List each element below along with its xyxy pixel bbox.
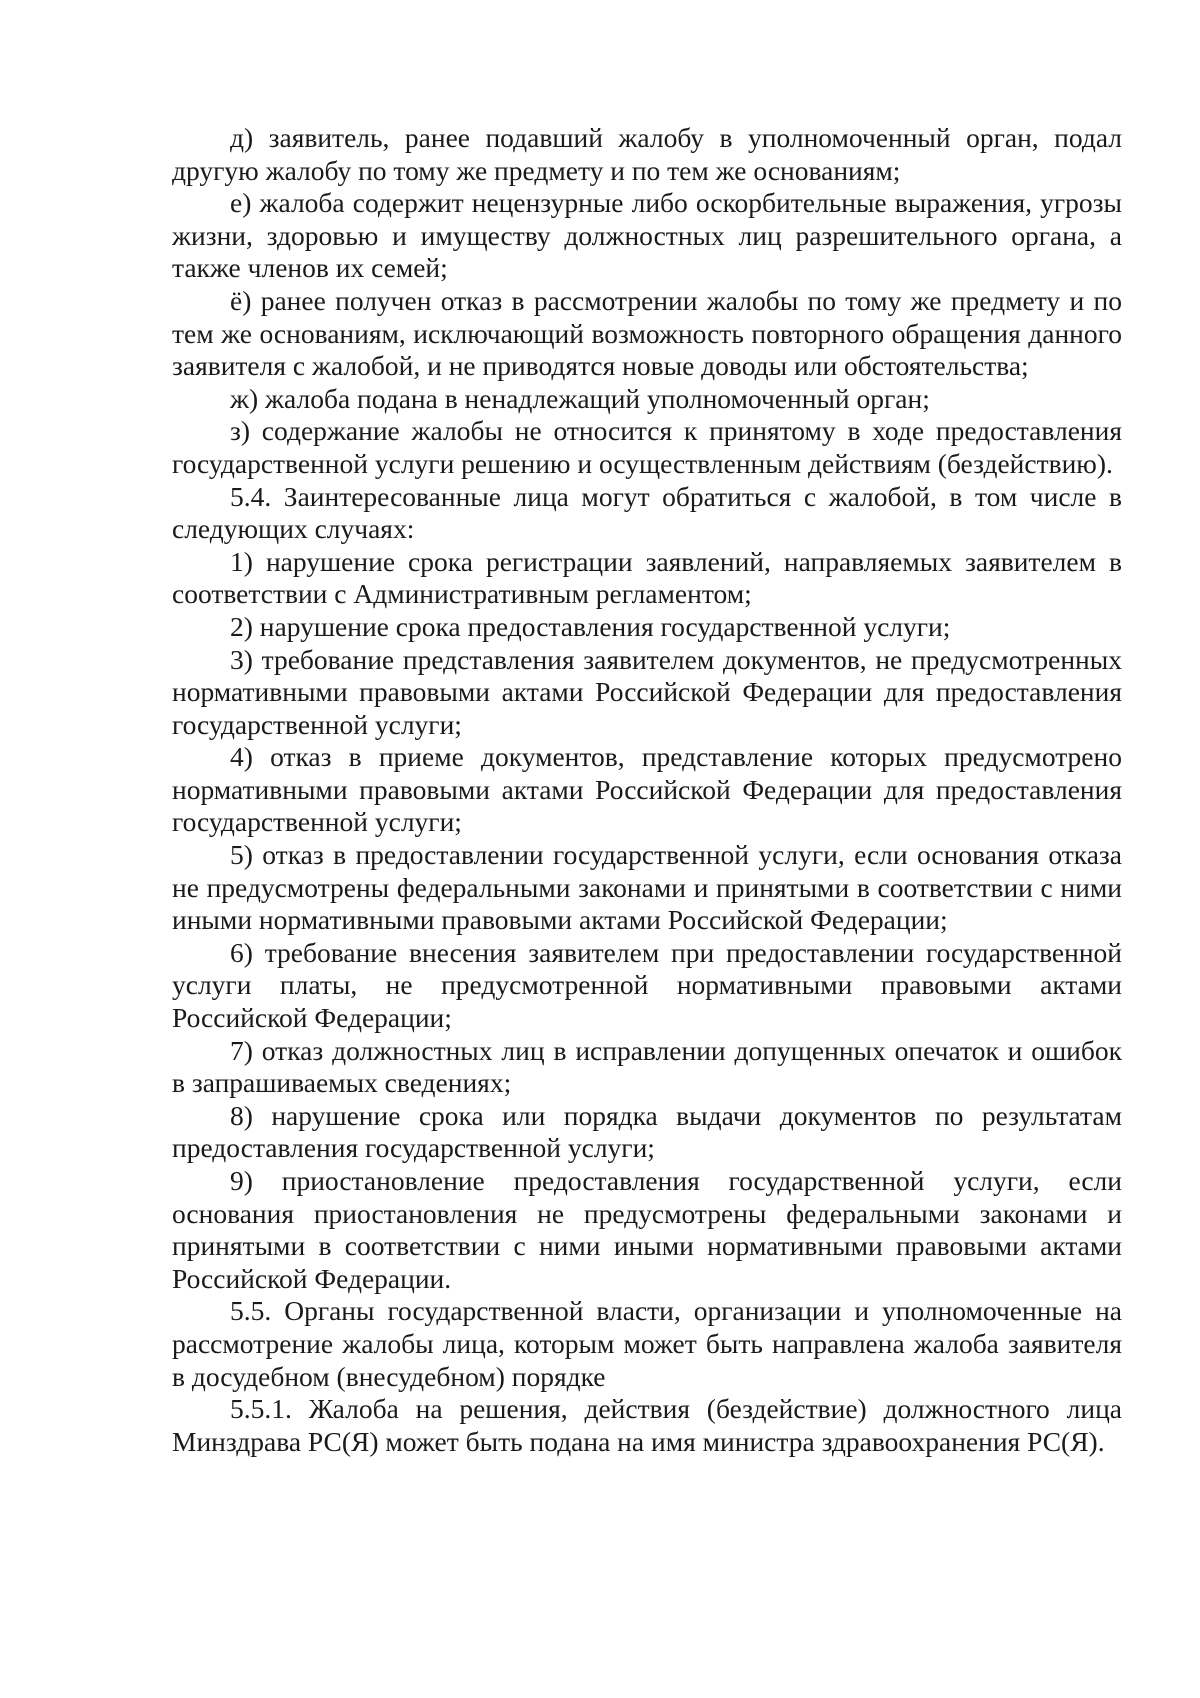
paragraph-case-5: 5) отказ в предоставлении государственной услуги, если основания отказа не предусмотрены федеральными законами и принятыми в соответствии с ними иными нормативными правовыми актами Российской Федерации;	[172, 839, 1122, 936]
paragraph-case-3: 3) требование представления заявителем документов, не предусмотренных нормативными правовыми актами Российской Федерации для предоставления государственной услуги;	[172, 643, 1122, 740]
paragraph-case-6: 6) требование внесения заявителем при предоставлении государственной услуги платы, не предусмотренной нормативными правовыми актами Российской Федерации;	[172, 936, 1122, 1034]
document-page	[172, 122, 1122, 1458]
paragraph-item-yo: ё) ранее получен отказ в рассмотрении жалобы по тому же предмету и по тем же основаниям, исключающий возможность повторного обращения данного заявителя с жалобой, и не приводятся новые доводы или обстоятельства;	[172, 284, 1122, 382]
paragraph-case-4: 4) отказ в приеме документов, представление которых предусмотрено нормативными правовыми актами Российской Федерации для предоставления государственной услуги;	[172, 741, 1122, 838]
paragraph-section-5-5-1: 5.5.1. Жалоба на решения, действия (бездействие) должностного лица Минздрава РС(Я) может быть подана на имя министра здравоохранения РС(Я).	[172, 1393, 1122, 1457]
paragraph-section-5-4: 5.4. Заинтересованные лица могут обратиться с жалобой, в том числе в следующих случаях:	[172, 480, 1122, 545]
paragraph-item-z: з) содержание жалобы не относится к принятому в ходе предоставления государственной услуги решению и осуществленным действиям (бездействию).	[172, 415, 1122, 479]
paragraph-item-zh: ж) жалоба подана в ненадлежащий уполномоченный орган;	[230, 382, 930, 414]
paragraph-item-d: д) заявитель, ранее подавший жалобу в уполномоченный орган, подал другую жалобу по тому же предмету и по тем же основаниям;	[172, 122, 1122, 186]
paragraph-case-9: 9) приостановление предоставления государственной услуги, если основания приостановления не предусмотрены федеральными законами и принятыми в соответствии с ними иными нормативными правовыми актами Российской Федерации.	[172, 1165, 1122, 1294]
paragraph-case-7: 7) отказ должностных лиц в исправлении допущенных опечаток и ошибок в запрашиваемых сведениях;	[172, 1034, 1122, 1099]
paragraph-section-5-5: 5.5. Органы государственной власти, организации и уполномоченные на рассмотрение жалобы лица, которым может быть направлена жалоба заявителя в досудебном (внесудебном) порядке	[172, 1295, 1122, 1392]
paragraph-case-2: 2) нарушение срока предоставления государственной услуги;	[230, 610, 951, 642]
paragraph-case-8: 8) нарушение срока или порядка выдачи документов по результатам предоставления государственной услуги;	[172, 1099, 1122, 1164]
paragraph-item-e: е) жалоба содержит нецензурные либо оскорбительные выражения, угрозы жизни, здоровью и имуществу должностных лиц разрешительного органа, а также членов их семей;	[172, 187, 1122, 284]
paragraph-case-1: 1) нарушение срока регистрации заявлений, направляемых заявителем в соответствии с Административным регламентом;	[172, 545, 1122, 610]
